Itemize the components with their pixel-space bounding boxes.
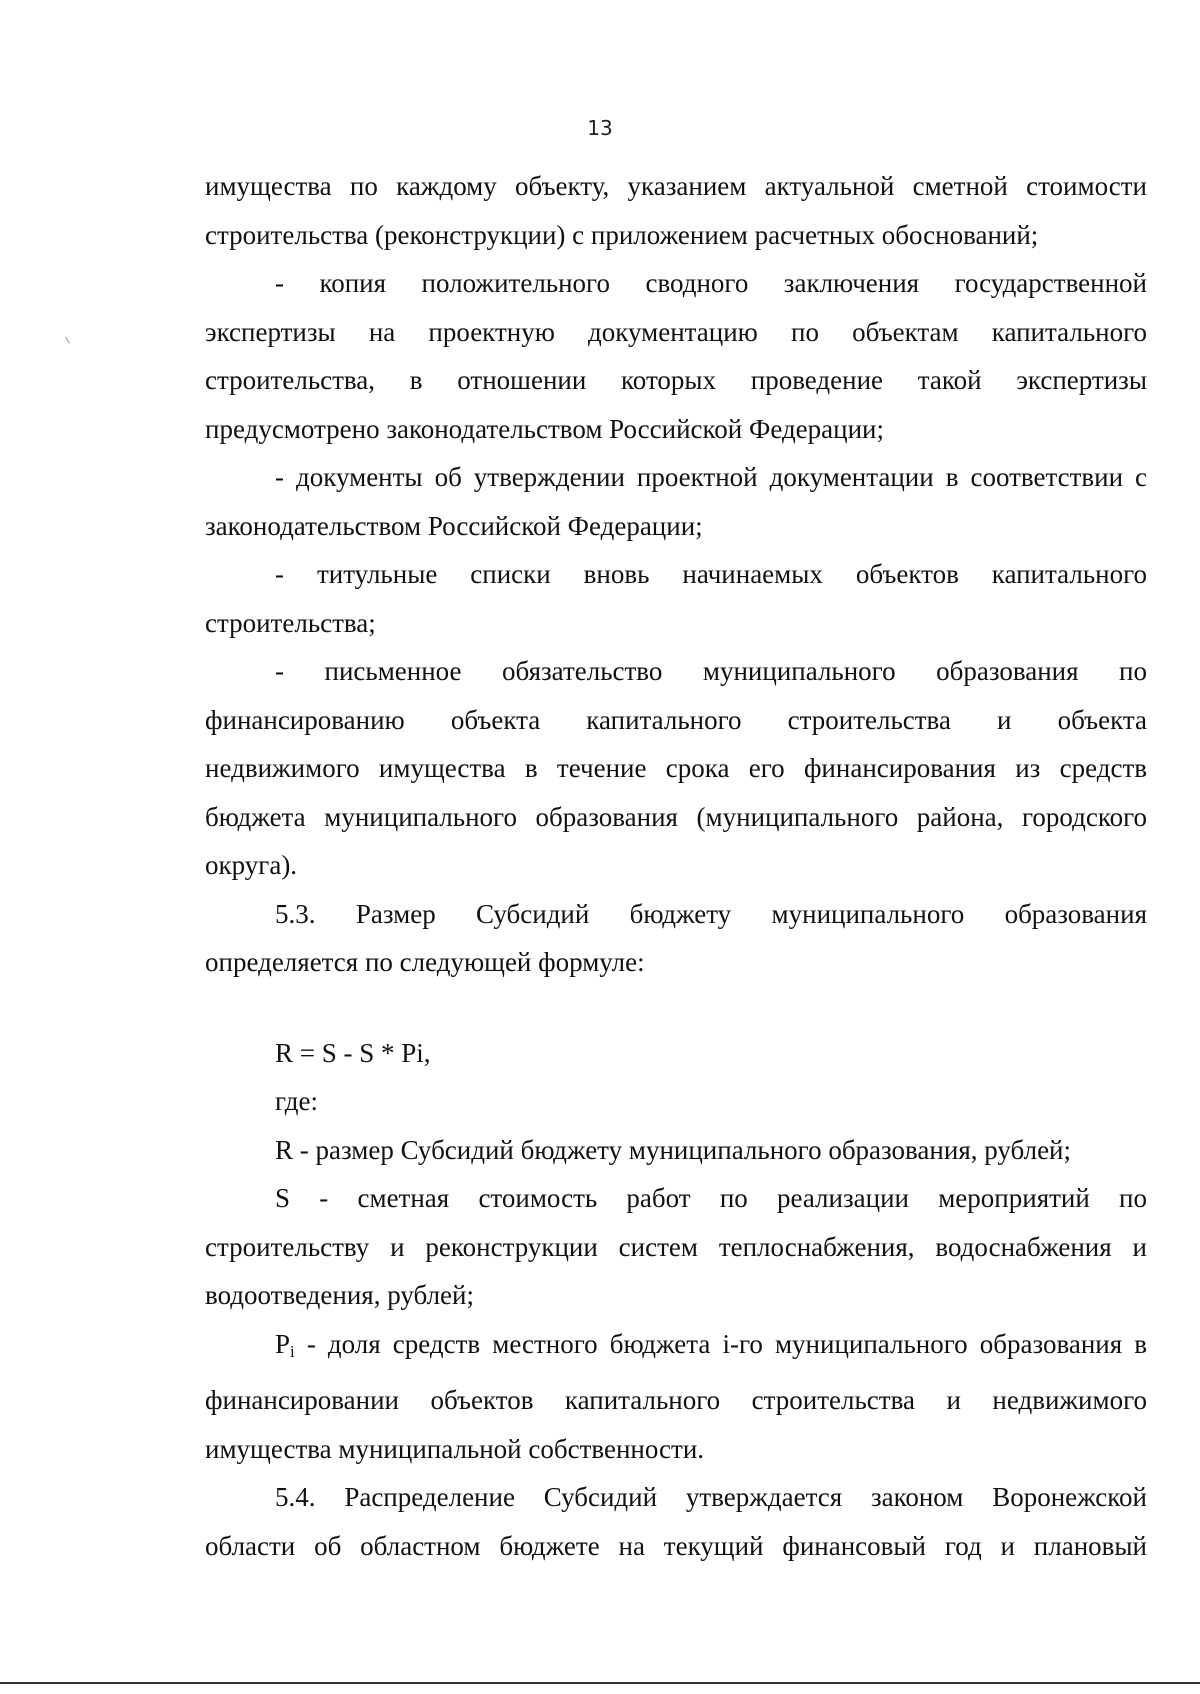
text-line: финансировании объектов капитального строительства и недвижимого [205, 1385, 1147, 1415]
list-item-line: - документы об утверждении проектной документации в соответствии с [275, 462, 1147, 492]
text-line: недвижимого имущества в течение срока его финансирования из средств [205, 753, 1147, 783]
page-number: 13 [587, 116, 613, 140]
text-line: бюджета муниципального образования (муниципального района, городского [205, 801, 1147, 832]
text-line: экспертизы на проектную документацию по объектам капитального [205, 316, 1147, 347]
section-heading-line: 5.3. Размер Субсидий бюджету муниципального образования [275, 898, 1147, 929]
text-line: законодательством Российской Федерации; [205, 510, 703, 541]
definition-line: S - сметная стоимость работ по реализации мероприятий по [275, 1183, 1147, 1213]
text-line: предусмотрено законодательством Российской Федерации; [205, 413, 884, 444]
text-line: строительства; [205, 607, 376, 638]
text-line: водоотведения, рублей; [205, 1280, 474, 1310]
page-bottom-edge [0, 1682, 1200, 1684]
text-line: имущества муниципальной собственности. [205, 1433, 705, 1464]
variable-symbol: P [275, 1328, 291, 1359]
definition-text: - доля средств местного бюджета i-го муниципального образования в [294, 1328, 1147, 1359]
formula: R = S - S * Pi, [275, 1037, 431, 1068]
scan-artifact-mark [65, 336, 70, 343]
document-body [205, 162, 1147, 1570]
definition-line: R - размер Субсидий бюджету муниципального образования, рублей; [275, 1134, 1071, 1165]
list-item-line: - письменное обязательство муниципального образования по [275, 656, 1147, 686]
section-heading-line: 5.4. Распределение Субсидий утверждается законом Воронежской [275, 1482, 1147, 1512]
text-line: области об областном бюджете на текущий финансовый год и плановый [205, 1530, 1147, 1561]
text-line: определяется по следующей формуле: [205, 947, 645, 977]
text-line: финансированию объекта капитального строительства и объекта [205, 704, 1147, 735]
definition-line [205, 1320, 1147, 1377]
blank-gap [205, 987, 1147, 1029]
variable-subscript: i [290, 1341, 295, 1361]
text-line: где: [275, 1086, 318, 1116]
text-line: имущества по каждому объекту, указанием актуальной сметной стоимости [205, 171, 1147, 201]
text-line: строительства (реконструкции) с приложением расчетных обоснований; [205, 219, 1039, 250]
text-line: округа). [205, 850, 298, 880]
text-line: строительству и реконструкции систем теплоснабжения, водоснабжения и [205, 1231, 1147, 1262]
list-item-line: - титульные списки вновь начинаемых объектов капитального [275, 559, 1147, 589]
text-line: строительства, в отношении которых проведение такой экспертизы [205, 365, 1147, 395]
list-item-line: - копия положительного сводного заключения государственной [275, 268, 1147, 298]
